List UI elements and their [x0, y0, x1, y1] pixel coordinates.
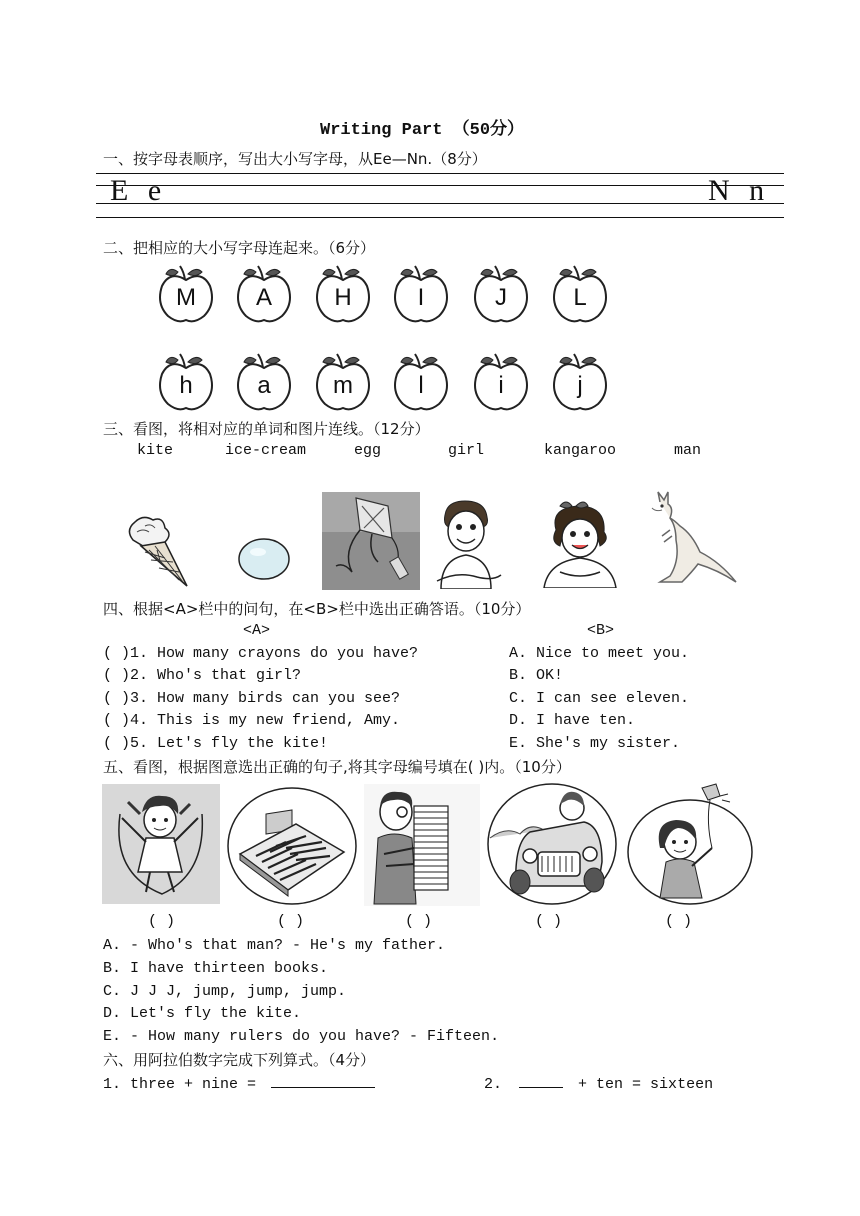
apple-upper-6: [550, 264, 610, 326]
apple-upper-5: [471, 264, 531, 326]
question-4: ( )4. This is my new friend, Amy.: [103, 712, 401, 729]
question-3: ( )3. How many birds can you see?: [103, 690, 401, 707]
math-question-2-text: + ten = sixteen: [578, 1076, 714, 1093]
section-4-heading: 四、根据<A>栏中的问句，在<B>栏中选出正确答语。（10分）: [103, 600, 531, 618]
option-e: E. - How many rulers do you have? - Fifteen.: [103, 1028, 500, 1045]
math-question-2: [484, 1073, 713, 1093]
apple-lower-2: [234, 352, 294, 414]
apple-lower-3: [313, 352, 373, 414]
boy-icon: [427, 497, 505, 589]
section-2-heading: 二、把相应的大小写字母连起来。（6分）: [103, 239, 376, 257]
answer-c: C. I can see eleven.: [509, 690, 690, 707]
math-question-1: [103, 1073, 375, 1093]
apple-upper-2: [234, 264, 294, 326]
page-title: Writing Part （50分）: [320, 121, 525, 140]
math-question-2-number: 2.: [484, 1076, 503, 1093]
section-3-heading: 三、看图，将相对应的单词和图片连线。（12分）: [103, 420, 430, 438]
kite-icon: [322, 492, 420, 590]
apple-upper-3: [313, 264, 373, 326]
apple-letter: i: [498, 372, 504, 399]
apple-letter: L: [573, 284, 587, 311]
math-question-1-text: 1. three + nine =: [103, 1076, 257, 1093]
answer-d: D. I have ten.: [509, 712, 636, 729]
option-a: A. - Who's that man? - He's my father.: [103, 937, 446, 954]
ice-cream-icon: [115, 510, 195, 590]
section-1-heading: 一、按字母表顺序，写出大小写字母，从Ee—Nn.（8分）: [103, 150, 487, 168]
apple-lower-5: [471, 352, 531, 414]
apple-letter: a: [257, 372, 271, 399]
word-ice-cream: ice-cream: [225, 442, 307, 459]
question-5: ( )5. Let's fly the kite!: [103, 735, 329, 752]
apple-letter: M: [176, 284, 196, 311]
egg-icon: [236, 536, 292, 582]
apple-letter: j: [577, 372, 583, 399]
boy-books-icon: [364, 784, 480, 906]
picture-3-bracket: ( ): [405, 913, 433, 930]
apple-letter: h: [179, 372, 193, 399]
option-c: C. J J J, jump, jump, jump.: [103, 983, 347, 1000]
word-kite: kite: [137, 442, 174, 459]
apple-upper-1: [156, 264, 216, 326]
picture-5-bracket: ( ): [665, 913, 693, 930]
option-d: D. Let's fly the kite.: [103, 1005, 302, 1022]
section-6-heading: 六、用阿拉伯数字完成下列算式。（4分）: [103, 1051, 376, 1069]
word-girl: girl: [448, 442, 485, 459]
section-5-heading: 五、看图，根据图意选出正确的句子,将其字母编号填在( )内。（10分）: [103, 758, 571, 776]
word-kangaroo: kangaroo: [544, 442, 617, 459]
word-egg: egg: [354, 442, 382, 459]
answer-b: B. OK!: [509, 667, 564, 684]
column-a-label: <A>: [243, 622, 271, 639]
question-2: ( )2. Who's that girl?: [103, 667, 302, 684]
picture-4-bracket: ( ): [535, 913, 563, 930]
jump-rope-girl-icon: [102, 784, 220, 904]
question-1: ( )1. How many crayons do you have?: [103, 645, 419, 662]
end-letters: N n: [708, 174, 771, 207]
picture-1-bracket: ( ): [148, 913, 176, 930]
kangaroo-icon: [640, 490, 740, 586]
apple-letter: m: [333, 372, 353, 399]
apple-letter: H: [334, 284, 352, 311]
girl-kite-icon: [624, 782, 760, 906]
start-letters: E e: [110, 174, 168, 207]
answer-blank-1[interactable]: [271, 1073, 375, 1088]
apple-letter: l: [418, 372, 424, 399]
apple-upper-4: [391, 264, 451, 326]
apple-lower-6: [550, 352, 610, 414]
apple-letter: J: [495, 284, 507, 311]
rulers-icon: [226, 786, 358, 906]
word-man: man: [674, 442, 702, 459]
apple-lower-1: [156, 352, 216, 414]
apple-lower-4: [391, 352, 451, 414]
option-b: B. I have thirteen books.: [103, 960, 329, 977]
picture-2-bracket: ( ): [277, 913, 305, 930]
answer-a: A. Nice to meet you.: [509, 645, 690, 662]
apple-letter: A: [255, 284, 272, 311]
column-b-label: <B>: [587, 622, 615, 639]
answer-blank-2[interactable]: [519, 1073, 563, 1088]
apple-letter: I: [417, 284, 425, 311]
man-car-icon: [486, 782, 618, 906]
answer-e: E. She's my sister.: [509, 735, 681, 752]
girl-icon: [536, 500, 624, 588]
